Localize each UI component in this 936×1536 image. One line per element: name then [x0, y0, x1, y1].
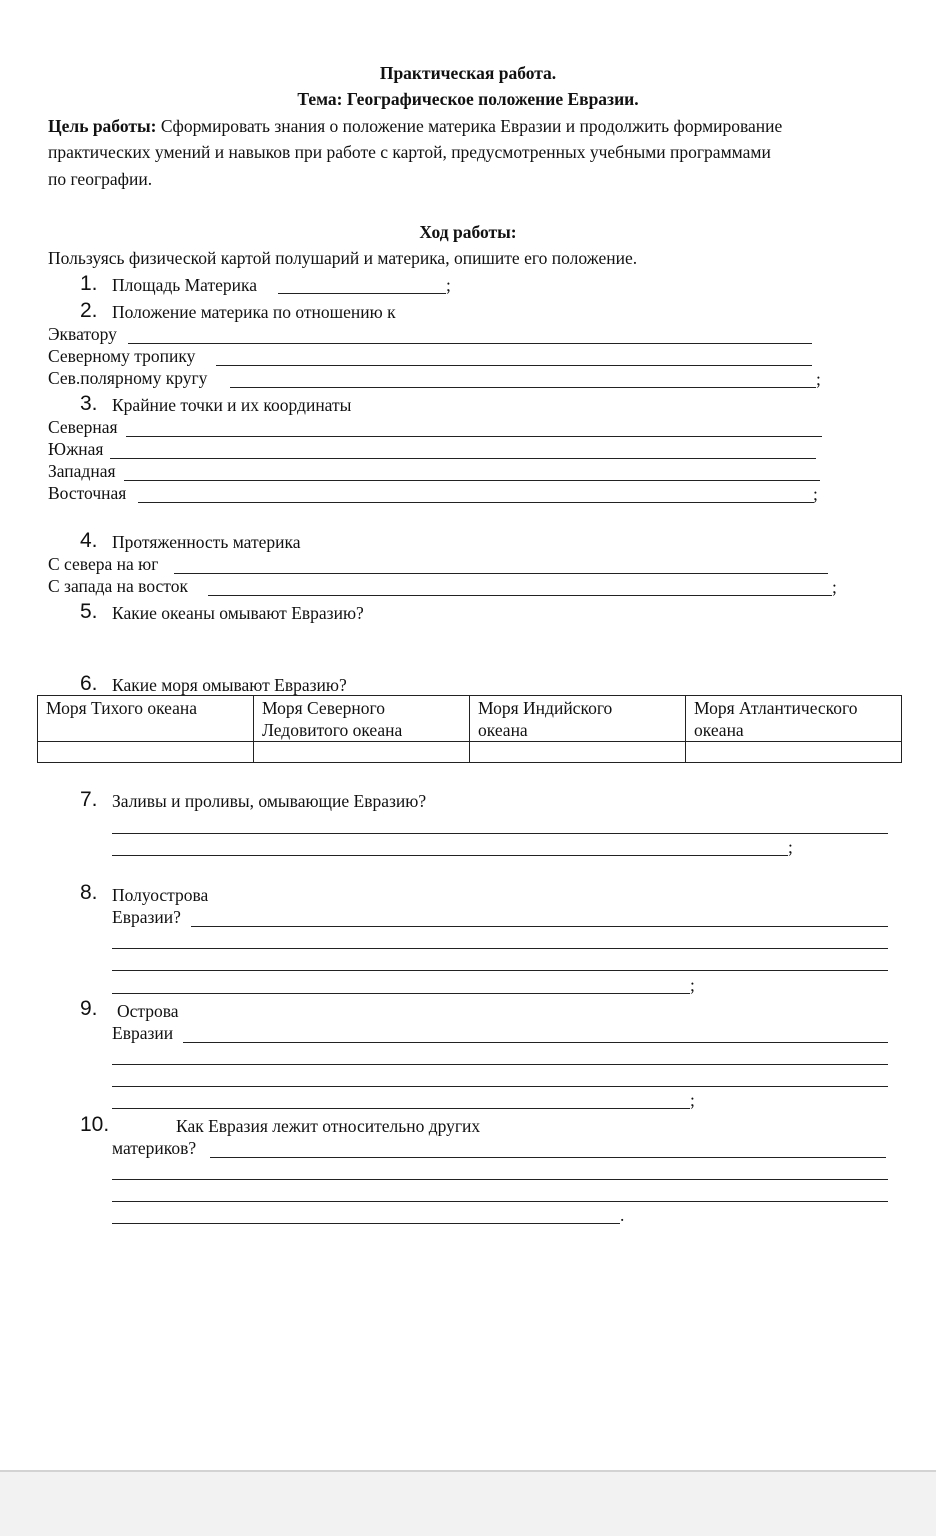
q7-number: 7. — [80, 788, 98, 811]
q10-answer-line-1[interactable] — [210, 1157, 886, 1158]
q10-number: 10. — [80, 1113, 110, 1136]
q9-text: Острова — [117, 1001, 179, 1021]
q3-semicolon: ; — [813, 484, 818, 504]
q2-polar-line[interactable] — [230, 387, 816, 388]
q3-item-north: Северная — [48, 417, 118, 437]
q8-text-2: Евразии? — [112, 907, 181, 927]
seas-indian-header-label-2: океана — [478, 720, 528, 740]
q6-number: 6. — [80, 672, 98, 695]
q3-south-line[interactable] — [110, 458, 816, 459]
q8-answer-line-4[interactable] — [112, 993, 690, 994]
goal-line-1 — [48, 115, 782, 137]
seas-indian-answer-cell[interactable] — [470, 742, 686, 763]
procedure-intro: Пользуясь физической картой полушарий и материка, опишите его положение. — [48, 248, 638, 268]
q2-equator-line[interactable] — [128, 343, 812, 344]
q1-number: 1. — [80, 272, 98, 295]
q9-number: 9. — [80, 997, 98, 1020]
q3-north-line[interactable] — [126, 436, 822, 437]
seas-pacific-header — [38, 696, 254, 742]
q9-answer-line-4[interactable] — [112, 1108, 690, 1109]
q3-number: 3. — [80, 392, 98, 415]
goal-label: Цель работы: — [48, 116, 157, 136]
q2-item-tropic: Северному тропику — [48, 346, 196, 366]
q7-text: Заливы и проливы, омывающие Евразию? — [112, 791, 427, 811]
q4-semicolon: ; — [832, 577, 837, 597]
q4-north-south-line[interactable] — [174, 573, 828, 574]
procedure-heading: Ход работы: — [419, 222, 517, 242]
q9-answer-line-2[interactable] — [112, 1064, 888, 1065]
goal-line-2: практических умений и навыков при работе с картой, предусмотренных учебными программами — [48, 142, 771, 162]
q3-item-south: Южная — [48, 439, 104, 459]
q2-text: Положение материка по отношению к — [112, 302, 396, 322]
q9-semicolon: ; — [690, 1090, 695, 1110]
q10-text-2: материков? — [112, 1138, 197, 1158]
q7-semicolon: ; — [788, 837, 793, 857]
q5-number: 5. — [80, 600, 98, 623]
seas-pacific-answer-cell[interactable] — [38, 742, 254, 763]
bottom-bar — [0, 1470, 936, 1536]
q4-item-west-east: С запада на восток — [48, 576, 188, 596]
q6-text: Какие моря омывают Евразию? — [112, 675, 347, 695]
q8-answer-line-2[interactable] — [112, 948, 888, 949]
q10-answer-line-4[interactable] — [112, 1223, 620, 1224]
q1-semicolon: ; — [446, 275, 451, 295]
q2-semicolon: ; — [816, 369, 821, 389]
seas-arctic-header — [254, 696, 470, 742]
q9-answer-line-1[interactable] — [183, 1042, 888, 1043]
seas-atlantic-answer-cell[interactable] — [686, 742, 902, 763]
q2-item-polar: Сев.полярному кругу — [48, 368, 208, 388]
q9-text-2: Евразии — [112, 1023, 174, 1043]
seas-pacific-header-label: Моря Тихого океана — [46, 698, 198, 718]
q4-west-east-line[interactable] — [208, 595, 832, 596]
seas-indian-header-label: Моря Индийского — [478, 698, 613, 718]
goal-line-3: по географии. — [48, 169, 153, 189]
q2-number: 2. — [80, 299, 98, 322]
q7-answer-line-1[interactable] — [112, 833, 888, 834]
seas-arctic-answer-cell[interactable] — [254, 742, 470, 763]
q10-period: . — [620, 1205, 625, 1225]
q8-answer-line-1[interactable] — [191, 926, 888, 927]
seas-atlantic-header-label-2: океана — [694, 720, 744, 740]
q1-answer-line[interactable] — [278, 293, 446, 294]
q9-answer-line-3[interactable] — [112, 1086, 888, 1087]
seas-arctic-header-label-2: Ледовитого океана — [262, 720, 403, 740]
q3-text: Крайние точки и их координаты — [112, 395, 352, 415]
document-topic: Тема: Географическое положение Евразии. — [297, 89, 639, 109]
document-title: Практическая работа. — [379, 63, 557, 83]
q8-answer-line-3[interactable] — [112, 970, 888, 971]
q10-answer-line-2[interactable] — [112, 1179, 888, 1180]
q3-east-line[interactable] — [138, 502, 814, 503]
seas-atlantic-header-label: Моря Атлантического — [694, 698, 858, 718]
q10-text: Как Евразия лежит относительно других — [176, 1116, 481, 1136]
q1-text: Площадь Материка — [112, 275, 258, 295]
q3-west-line[interactable] — [124, 480, 820, 481]
seas-table — [37, 695, 902, 763]
q8-text: Полуострова — [112, 885, 209, 905]
seas-indian-header — [470, 696, 686, 742]
q3-item-west: Западная — [48, 461, 116, 481]
seas-table-header-row — [38, 696, 902, 742]
goal-text-1: Сформировать знания о положение материка Евразии и продолжить формирование — [160, 116, 783, 136]
seas-atlantic-header — [686, 696, 902, 742]
q8-semicolon: ; — [690, 975, 695, 995]
q10-answer-line-3[interactable] — [112, 1201, 888, 1202]
q5-text: Какие океаны омывают Евразию? — [112, 603, 364, 623]
q3-item-east: Восточная — [48, 483, 127, 503]
q4-item-north-south: С севера на юг — [48, 554, 159, 574]
q4-number: 4. — [80, 529, 98, 552]
seas-arctic-header-label: Моря Северного — [262, 698, 385, 718]
q4-text: Протяженность материка — [112, 532, 301, 552]
q2-item-equator: Экватору — [48, 324, 117, 344]
q2-tropic-line[interactable] — [216, 365, 812, 366]
q8-number: 8. — [80, 881, 98, 904]
seas-table-answer-row — [38, 742, 902, 763]
q7-answer-line-2[interactable] — [112, 855, 788, 856]
